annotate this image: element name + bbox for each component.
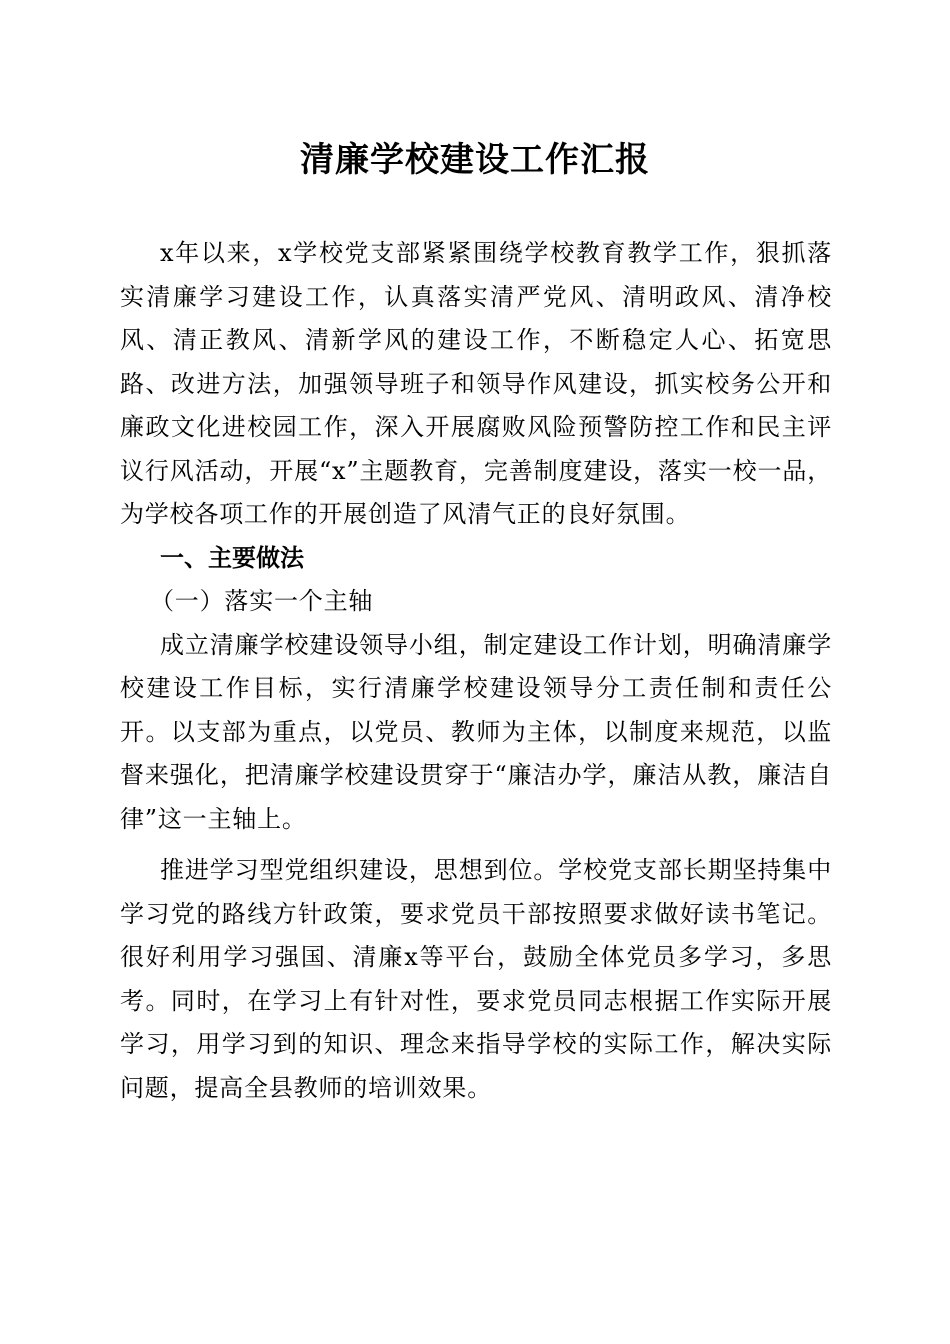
section-heading: 一、主要做法 (160, 543, 304, 572)
body-paragraph: 成立清廉学校建设领导小组，制定建设工作计划，明确清廉学校建设工作目标，实行清廉学校建设领导分工责任制和责任公开。以支部为重点，以党员、教师为主体，以制度来规范，以监督来强化，把清廉学校建设贯穿于“廉洁办学，廉洁从教，廉洁自律”这一主轴上。 (120, 630, 832, 833)
body-paragraph: 推进学习型党组织建设，思想到位。学校党支部长期坚持集中学习党的路线方针政策，要求党员干部按照要求做好读书笔记。很好利用学习强国、清廉x等平台，鼓励全体党员多学习，多思考。同时，在学习上有针对性，要求党员同志根据工作实际开展学习，用学习到的知识、理念来指导学校的实际工作，解决实际问题，提高全县教师的培训效果。 (120, 856, 832, 1102)
subsection-heading: （一）落实一个主轴 (150, 587, 374, 615)
document-body (120, 232, 832, 1110)
document-title: 清廉学校建设工作汇报 (300, 140, 650, 180)
intro-paragraph: x年以来，x学校党支部紧紧围绕学校教育教学工作，狠抓落实清廉学习建设工作，认真落实清严党风、清明政风、清净校风、清正教风、清新学风的建设工作，不断稳定人心、拓宽思路、改进方法，加强领导班子和领导作风建设，抓实校务公开和廉政文化进校园工作，深入开展腐败风险预警防控工作和民主评议行风活动，开展“x”主题教育，完善制度建设，落实一校一品，为学校各项工作的开展创造了风清气正的良好氛围。 (120, 239, 832, 528)
